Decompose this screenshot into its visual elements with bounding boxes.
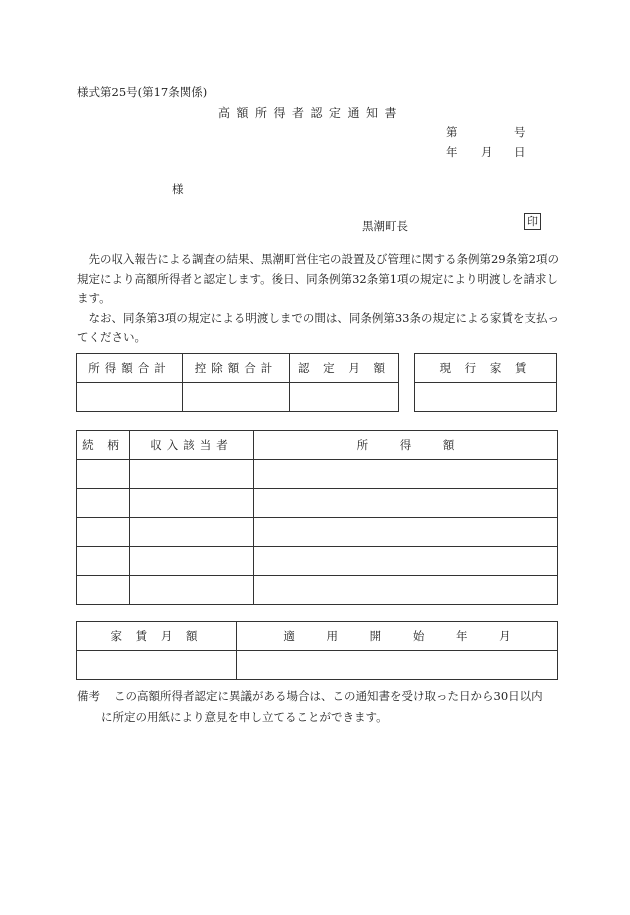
date-month-label: 月 bbox=[481, 145, 493, 159]
header-monthly-rent: 家 賃 月 額 bbox=[77, 622, 237, 651]
cell-current-rent bbox=[415, 383, 557, 412]
remarks-line-1: この高額所得者認定に異議がある場合は、この通知書を受け取った日から30日以内 bbox=[114, 689, 543, 703]
addressee-suffix: 様 bbox=[172, 182, 184, 196]
header-total-income: 所得額合計 bbox=[77, 354, 183, 383]
rent-application-table bbox=[76, 621, 558, 680]
cell-monthly-rent bbox=[77, 651, 237, 680]
issuer-name: 黒潮町長 bbox=[362, 219, 408, 233]
header-start-month: 適 用 開 始 年 月 bbox=[237, 622, 558, 651]
notice-body bbox=[77, 250, 559, 348]
table-row bbox=[77, 489, 558, 518]
header-current-rent: 現 行 家 賃 bbox=[415, 354, 557, 383]
header-total-deduction: 控除額合計 bbox=[183, 354, 290, 383]
remarks-label: 備考 bbox=[77, 689, 100, 703]
date-year-label: 年 bbox=[446, 145, 458, 159]
seal-stamp: 印 bbox=[524, 213, 541, 230]
cell-total-income bbox=[77, 383, 183, 412]
header-income-earner: 収入該当者 bbox=[130, 431, 254, 460]
cell-total-deduction bbox=[183, 383, 290, 412]
cell-certified-monthly bbox=[290, 383, 399, 412]
number-suffix: 号 bbox=[514, 125, 526, 139]
header-income-amount: 所 得 額 bbox=[254, 431, 558, 460]
table-row bbox=[77, 518, 558, 547]
header-certified-monthly: 認 定 月 額 bbox=[290, 354, 399, 383]
table-row bbox=[77, 460, 558, 489]
remarks-line-2: に所定の用紙により意見を申し立てることができます。 bbox=[101, 710, 388, 724]
cell-start-month bbox=[237, 651, 558, 680]
body-paragraph-2: なお、同条第3項の規定による明渡しまでの間は、同条例第33条の規定による家賃を支払ってください。 bbox=[77, 310, 559, 344]
body-paragraph-1: 先の収入報告による調査の結果、黒潮町営住宅の設置及び管理に関する条例第29条第2項の規定により高額所得者と認定します。後日、同条例第32条第1項の規定により明渡しを請求します。 bbox=[77, 252, 559, 305]
table-row bbox=[77, 576, 558, 605]
date-day-label: 日 bbox=[514, 145, 526, 159]
current-rent-table bbox=[414, 353, 557, 412]
header-relationship: 続 柄 bbox=[77, 431, 130, 460]
income-summary-table bbox=[76, 353, 399, 412]
number-label: 第 bbox=[446, 125, 458, 139]
household-income-table bbox=[76, 430, 558, 605]
document-title: 高額所得者認定通知書 bbox=[218, 106, 404, 120]
form-number: 様式第25号(第17条関係) bbox=[77, 85, 208, 99]
table-row bbox=[77, 547, 558, 576]
